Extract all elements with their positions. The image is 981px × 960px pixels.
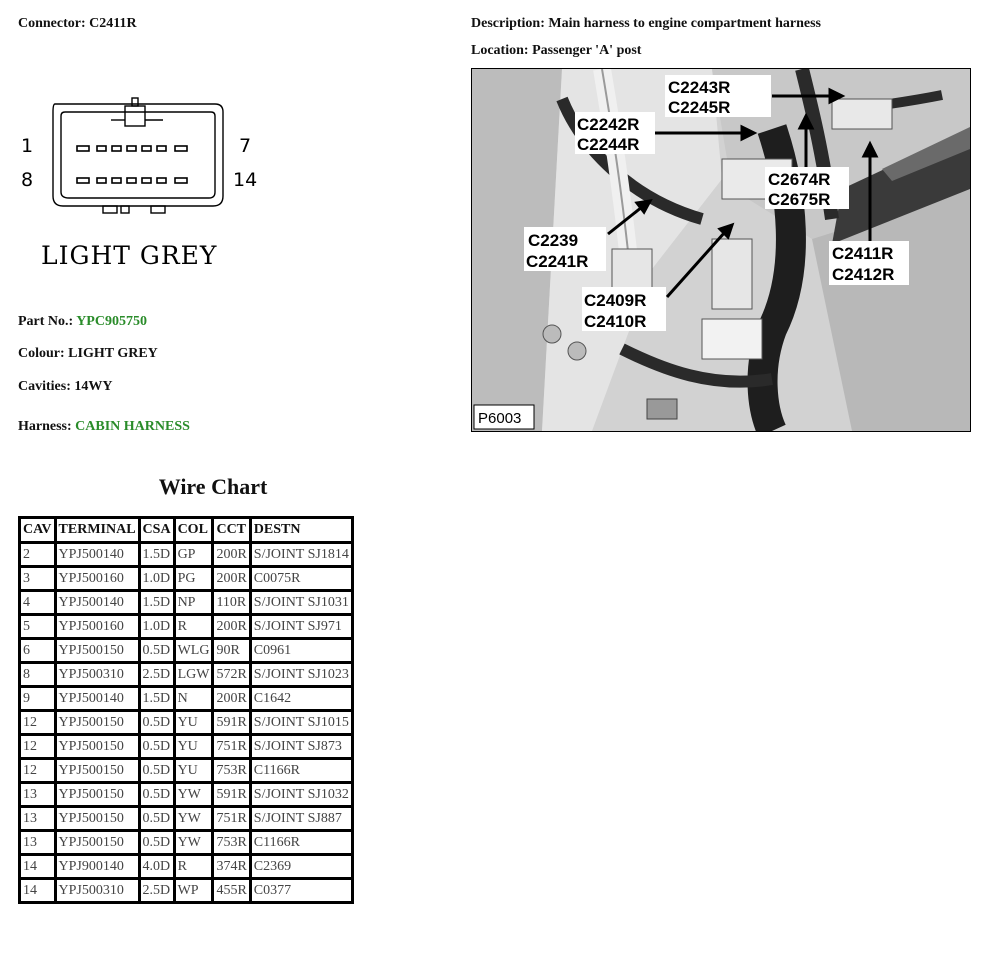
cavities-value: 14WY bbox=[74, 379, 113, 394]
cell-destn: S/JOINT SJ1031 bbox=[250, 591, 352, 615]
cell-cct: 200R bbox=[213, 687, 250, 711]
cell-cav: 14 bbox=[20, 855, 56, 879]
cell-col: GP bbox=[174, 543, 213, 567]
cell-terminal: YPJ500160 bbox=[55, 567, 139, 591]
cell-destn: S/JOINT SJ1015 bbox=[250, 711, 352, 735]
cavities-line bbox=[18, 379, 113, 395]
connector-latch bbox=[125, 106, 145, 126]
cell-destn: C2369 bbox=[250, 855, 352, 879]
callout-c2412r: C2412R bbox=[832, 265, 895, 284]
cell-terminal: YPJ500150 bbox=[55, 735, 139, 759]
cell-cct: 591R bbox=[213, 783, 250, 807]
cell-cct: 751R bbox=[213, 807, 250, 831]
cell-cav: 3 bbox=[20, 567, 56, 591]
cell-destn: S/JOINT SJ971 bbox=[250, 615, 352, 639]
location-photo-graphic bbox=[472, 69, 970, 431]
cell-cav: 8 bbox=[20, 663, 56, 687]
cell-destn: C1642 bbox=[250, 687, 352, 711]
cell-terminal: YPJ500310 bbox=[55, 663, 139, 687]
cell-cav: 4 bbox=[20, 591, 56, 615]
cell-col: NP bbox=[174, 591, 213, 615]
callout-c2409r: C2409R bbox=[584, 291, 647, 310]
photo-id-label: P6003 bbox=[478, 410, 522, 427]
table-row bbox=[20, 807, 353, 831]
callout-c2410r: C2410R bbox=[584, 312, 647, 331]
header-col: COL bbox=[174, 518, 213, 543]
cell-destn: C0377 bbox=[250, 879, 352, 903]
cell-terminal: YPJ500160 bbox=[55, 615, 139, 639]
wire-chart-body bbox=[20, 543, 353, 903]
cell-cct: 751R bbox=[213, 735, 250, 759]
location-label: Location: bbox=[471, 43, 529, 58]
harness-label: Harness: bbox=[18, 419, 72, 434]
connector-line bbox=[18, 16, 137, 32]
table-row bbox=[20, 831, 353, 855]
cell-csa: 4.0D bbox=[139, 855, 174, 879]
cell-col: N bbox=[174, 687, 213, 711]
cell-cct: 374R bbox=[213, 855, 250, 879]
table-row bbox=[20, 567, 353, 591]
cell-col: WP bbox=[174, 879, 213, 903]
cell-destn: C1166R bbox=[250, 831, 352, 855]
pin-label-1: 1 bbox=[21, 135, 34, 157]
header-terminal: TERMINAL bbox=[55, 518, 139, 543]
location-photo bbox=[471, 68, 971, 432]
cell-destn: S/JOINT SJ1032 bbox=[250, 783, 352, 807]
cell-csa: 2.5D bbox=[139, 663, 174, 687]
table-row bbox=[20, 879, 353, 903]
colour-value: LIGHT GREY bbox=[68, 346, 158, 361]
connector-inner-shell bbox=[61, 112, 215, 198]
callout-c2411r: C2411R bbox=[832, 244, 894, 263]
cell-destn: C1166R bbox=[250, 759, 352, 783]
cell-cav: 2 bbox=[20, 543, 56, 567]
cell-terminal: YPJ500150 bbox=[55, 807, 139, 831]
cell-csa: 1.0D bbox=[139, 567, 174, 591]
cell-csa: 2.5D bbox=[139, 879, 174, 903]
cell-destn: C0075R bbox=[250, 567, 352, 591]
cell-cav: 6 bbox=[20, 639, 56, 663]
cell-cav: 13 bbox=[20, 831, 56, 855]
cell-cav: 12 bbox=[20, 711, 56, 735]
cell-cct: 90R bbox=[213, 639, 250, 663]
cell-terminal: YPJ500310 bbox=[55, 879, 139, 903]
cell-csa: 0.5D bbox=[139, 831, 174, 855]
cell-destn: S/JOINT SJ887 bbox=[250, 807, 352, 831]
callout-c2245r: C2245R bbox=[668, 98, 731, 117]
cell-col: R bbox=[174, 855, 213, 879]
connector-key-2 bbox=[121, 206, 129, 213]
cell-cct: 753R bbox=[213, 759, 250, 783]
cell-destn: S/JOINT SJ1814 bbox=[250, 543, 352, 567]
cell-destn: C0961 bbox=[250, 639, 352, 663]
cell-terminal: YPJ500140 bbox=[55, 591, 139, 615]
header-destn: DESTN bbox=[250, 518, 352, 543]
table-row bbox=[20, 615, 353, 639]
header-csa: CSA bbox=[139, 518, 174, 543]
cell-cct: 200R bbox=[213, 543, 250, 567]
harness-link[interactable]: CABIN HARNESS bbox=[75, 419, 190, 434]
callout-c2241r: C2241R bbox=[526, 252, 589, 271]
cell-csa: 1.5D bbox=[139, 591, 174, 615]
cell-col: YW bbox=[174, 831, 213, 855]
cell-csa: 1.0D bbox=[139, 615, 174, 639]
cell-cct: 572R bbox=[213, 663, 250, 687]
connector-color-caption: LIGHT GREY bbox=[41, 241, 218, 270]
cell-cav: 5 bbox=[20, 615, 56, 639]
table-row bbox=[20, 711, 353, 735]
cell-terminal: YPJ500150 bbox=[55, 639, 139, 663]
cell-terminal: YPJ500140 bbox=[55, 543, 139, 567]
cell-cct: 455R bbox=[213, 879, 250, 903]
table-row bbox=[20, 591, 353, 615]
location-value: Passenger 'A' post bbox=[532, 43, 642, 58]
callout-c2242r: C2242R bbox=[577, 115, 640, 134]
table-row bbox=[20, 639, 353, 663]
description-value: Main harness to engine compartment harness bbox=[548, 16, 821, 31]
pin-label-7: 7 bbox=[239, 135, 252, 157]
cell-csa: 1.5D bbox=[139, 687, 174, 711]
cell-csa: 0.5D bbox=[139, 639, 174, 663]
callout-c2674r: C2674R bbox=[768, 170, 831, 189]
pin-label-8: 8 bbox=[21, 169, 34, 191]
callout-c2675r: C2675R bbox=[768, 190, 831, 209]
connector-face-diagram bbox=[15, 92, 275, 277]
part-number-label: Part No.: bbox=[18, 314, 74, 329]
cell-col: YU bbox=[174, 759, 213, 783]
table-row bbox=[20, 735, 353, 759]
cell-terminal: YPJ500150 bbox=[55, 783, 139, 807]
pin-label-14: 14 bbox=[233, 169, 258, 191]
connector-label: Connector: bbox=[18, 16, 86, 31]
cell-cav: 12 bbox=[20, 759, 56, 783]
cell-destn: S/JOINT SJ1023 bbox=[250, 663, 352, 687]
harness-line bbox=[18, 419, 190, 435]
cell-col: LGW bbox=[174, 663, 213, 687]
header-cav: CAV bbox=[20, 518, 56, 543]
cell-col: PG bbox=[174, 567, 213, 591]
cell-cct: 110R bbox=[213, 591, 250, 615]
part-number-link[interactable]: YPC905750 bbox=[76, 314, 147, 329]
cell-col: YW bbox=[174, 783, 213, 807]
cavity-row-top bbox=[77, 146, 187, 151]
connector-outer-shell bbox=[53, 104, 223, 206]
cell-cct: 200R bbox=[213, 567, 250, 591]
cell-col: WLG bbox=[174, 639, 213, 663]
cell-csa: 0.5D bbox=[139, 807, 174, 831]
location-line bbox=[471, 43, 641, 59]
connector-key-3 bbox=[151, 206, 165, 213]
cell-col: YU bbox=[174, 735, 213, 759]
wire-chart-table bbox=[18, 516, 354, 904]
cavities-label: Cavities: bbox=[18, 379, 71, 394]
cell-terminal: YPJ900140 bbox=[55, 855, 139, 879]
cell-terminal: YPJ500140 bbox=[55, 687, 139, 711]
callout-c2239: C2239 bbox=[528, 231, 579, 250]
description-label: Description: bbox=[471, 16, 545, 31]
description-line bbox=[471, 16, 821, 32]
cell-cav: 12 bbox=[20, 735, 56, 759]
table-row bbox=[20, 855, 353, 879]
table-row bbox=[20, 759, 353, 783]
connector-value: C2411R bbox=[89, 16, 137, 31]
cell-csa: 0.5D bbox=[139, 735, 174, 759]
table-row bbox=[20, 783, 353, 807]
cell-cav: 14 bbox=[20, 879, 56, 903]
cell-cct: 591R bbox=[213, 711, 250, 735]
cell-terminal: YPJ500150 bbox=[55, 759, 139, 783]
cell-destn: S/JOINT SJ873 bbox=[250, 735, 352, 759]
table-row bbox=[20, 687, 353, 711]
cell-terminal: YPJ500150 bbox=[55, 831, 139, 855]
colour-label: Colour: bbox=[18, 346, 65, 361]
callout-c2243r: C2243R bbox=[668, 78, 731, 97]
cell-cct: 200R bbox=[213, 615, 250, 639]
colour-line bbox=[18, 346, 158, 362]
cell-col: R bbox=[174, 615, 213, 639]
cell-csa: 0.5D bbox=[139, 711, 174, 735]
header-cct: CCT bbox=[213, 518, 250, 543]
cell-cav: 13 bbox=[20, 807, 56, 831]
table-row bbox=[20, 543, 353, 567]
cell-col: YU bbox=[174, 711, 213, 735]
cell-cav: 13 bbox=[20, 783, 56, 807]
part-number-line bbox=[18, 314, 147, 330]
connector-key-1 bbox=[103, 206, 117, 213]
callout-c2244r: C2244R bbox=[577, 135, 640, 154]
cell-cct: 753R bbox=[213, 831, 250, 855]
connector-latch-tab bbox=[132, 98, 138, 106]
cavity-row-bottom bbox=[77, 178, 187, 183]
cell-col: YW bbox=[174, 807, 213, 831]
wire-chart-title: Wire Chart bbox=[158, 474, 268, 499]
table-row bbox=[20, 663, 353, 687]
cell-csa: 1.5D bbox=[139, 543, 174, 567]
cell-csa: 0.5D bbox=[139, 759, 174, 783]
wire-chart-header-row bbox=[20, 518, 353, 543]
cell-terminal: YPJ500150 bbox=[55, 711, 139, 735]
cell-cav: 9 bbox=[20, 687, 56, 711]
cell-csa: 0.5D bbox=[139, 783, 174, 807]
